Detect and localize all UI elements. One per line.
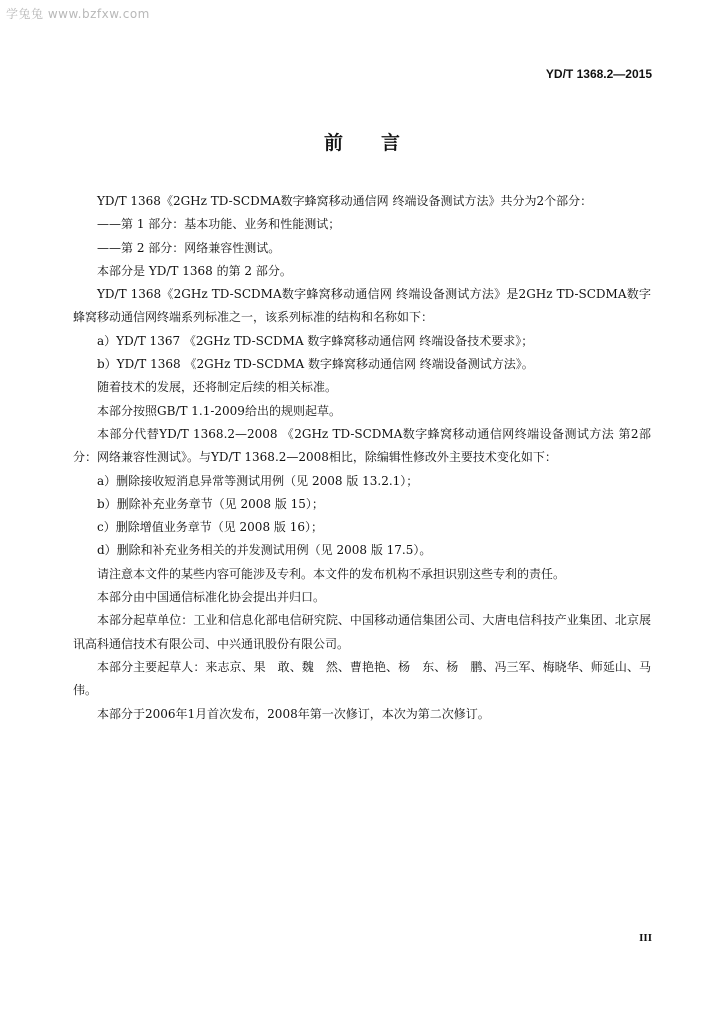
paragraph-future-standards: 随着技术的发展，还将制定后续的相关标准。 [97, 380, 338, 395]
paragraph-replacement: 本部分代替YD/T 1368.2—2008 《2GHz TD-SCDMA数字蜂窝移动通信网终端设备测试方法 第2部分：网络兼容性测试》。与YD/T 1368.2—2008相比，除编辑性修改外主要技术变化如下： [73, 426, 651, 465]
list-item-part-2: ——第 2 部分：网络兼容性测试。 [97, 240, 281, 255]
list-item-series-b: b）YD/T 1368 《2GHz TD-SCDMA 数字蜂窝移动通信网 终端设备测试方法》。 [97, 357, 534, 372]
list-item-change-a: a）删除接收短消息异常等测试用例（见 2008 版 13.2.1）； [97, 473, 419, 488]
watermark: 学兔兔 www.bzfxw.com [6, 7, 150, 21]
paragraph-drafters: 本部分主要起草人：来志京、果 敢、魏 然、曹艳艳、杨 东、杨 鹏、冯三军、梅晓华、师延山、马 伟。 [73, 659, 664, 698]
page-number: III [639, 932, 652, 944]
paragraph-drafting-rules: 本部分按照GB/T 1.1-2009给出的规则起草。 [97, 403, 341, 418]
paragraph-patent-notice: 请注意本文件的某些内容可能涉及专利。本文件的发布机构不承担识别这些专利的责任。 [97, 566, 566, 581]
list-item-change-b: b）删除补充业务章节（见 2008 版 15）； [97, 496, 324, 511]
paragraph-this-part: 本部分是 YD/T 1368 的第 2 部分。 [97, 263, 292, 278]
foreword-body [73, 190, 664, 726]
list-item-change-d: d）删除和补充业务相关的并发测试用例（见 2008 版 17.5）。 [97, 543, 432, 558]
paragraph-drafting-units: 本部分起草单位：工业和信息化部电信研究院、中国移动通信集团公司、大唐电信科技产业集团、北京展讯高科通信技术有限公司、中兴通讯股份有限公司。 [73, 613, 651, 651]
list-item-series-a: a）YD/T 1367 《2GHz TD-SCDMA 数字蜂窝移动通信网 终端设备技术要求》； [97, 333, 534, 348]
page-title: 前言 [323, 132, 438, 154]
paragraph-series-structure: YD/T 1368《2GHz TD-SCDMA数字蜂窝移动通信网 终端设备测试方法》是2GHz TD-SCDMA数字蜂窝移动通信网终端系列标准之一，该系列标准的结构和名称如下： [73, 287, 651, 325]
paragraph-history: 本部分于2006年1月首次发布，2008年第一次修订，本次为第二次修订。 [97, 706, 490, 721]
paragraph-parts-overview: YD/T 1368《2GHz TD-SCDMA数字蜂窝移动通信网 终端设备测试方法》共分为2个部分： [97, 194, 593, 208]
list-item-change-c: c）删除增值业务章节（见 2008 版 16）； [97, 520, 323, 535]
list-item-part-1: ——第 1 部分：基本功能、业务和性能测试； [97, 217, 341, 232]
standard-code: YD/T 1368.2—2015 [545, 67, 652, 81]
paragraph-proposer: 本部分由中国通信标准化协会提出并归口。 [97, 590, 326, 605]
